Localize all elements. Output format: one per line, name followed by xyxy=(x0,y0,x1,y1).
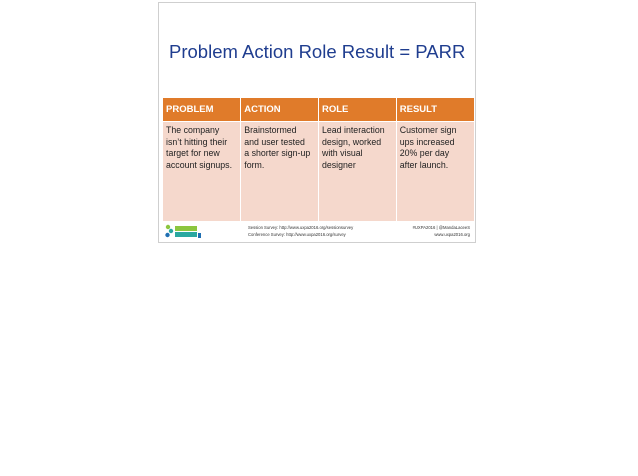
session-survey-text: Session Survey: http://www.uxpa2016.org/sessionsurvey xyxy=(248,225,354,230)
uxpa-logo xyxy=(164,223,202,240)
conference-survey-text: Conference Survey: http://www.uxpa2016.org/survey xyxy=(248,232,346,237)
slide xyxy=(158,2,476,243)
table-header-row xyxy=(163,98,474,122)
cell-problem: The company isn’t hitting their target for new account signups. xyxy=(163,122,241,227)
hashtag-text: #UXPA2016 | @MandaLaceeS xyxy=(412,225,470,230)
cell-action: Brainstormed and user tested a shorter sign-up form. xyxy=(241,122,319,227)
header-role: ROLE xyxy=(319,98,397,122)
slide-footer xyxy=(160,221,474,242)
site-text: www.uxpa2016.org xyxy=(434,232,470,237)
header-action: ACTION xyxy=(241,98,319,122)
table-row xyxy=(163,122,474,227)
header-result: RESULT xyxy=(396,98,474,122)
parr-table xyxy=(163,98,474,226)
cell-result: Customer sign ups increased 20% per day after launch. xyxy=(396,122,474,227)
cell-role: Lead interaction design, worked with visual designer xyxy=(319,122,397,227)
slide-title: Problem Action Role Result = PARR xyxy=(169,41,466,62)
header-problem: PROBLEM xyxy=(163,98,241,122)
